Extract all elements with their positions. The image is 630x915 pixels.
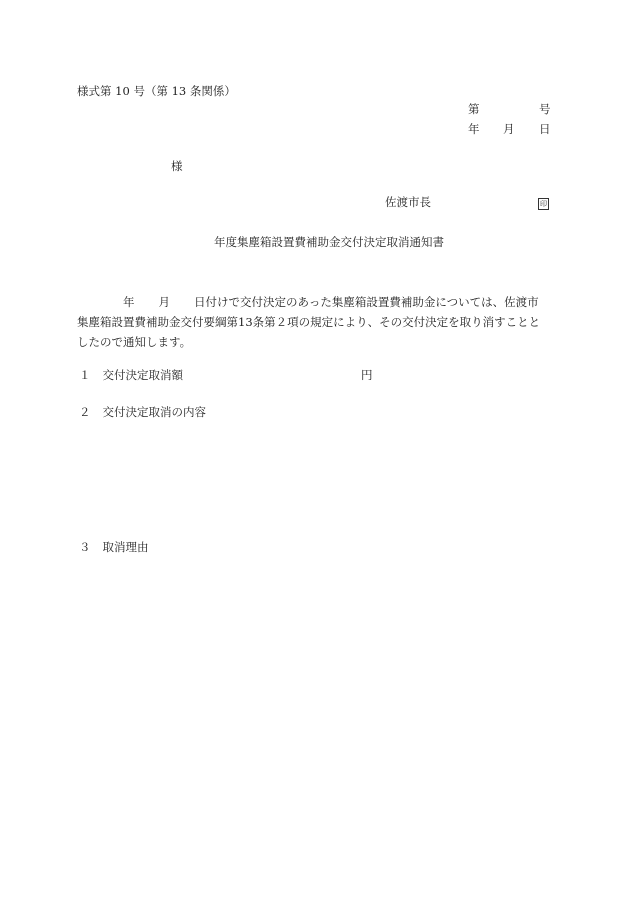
- body-line-2: 集塵箱設置費補助金交付要綱第13条第２項の規定により、その交付決定を取り消すことと: [77, 315, 541, 329]
- body-year: 年: [123, 295, 135, 309]
- addressee-sama: 様: [171, 159, 183, 173]
- item-1-label: 交付決定取消額: [102, 368, 183, 382]
- body-line-1: [77, 292, 557, 312]
- date-month: 月: [503, 122, 515, 136]
- item-2-number: ２: [79, 405, 91, 419]
- form-label: 様式第 10 号（第 13 条関係）: [77, 84, 236, 98]
- item-3: [79, 542, 149, 554]
- body-line-3: したので通知します。: [77, 335, 192, 349]
- seal-mark: [538, 197, 549, 210]
- item-2: [79, 407, 206, 419]
- item-3-number: ３: [79, 540, 91, 554]
- body-month: 月: [158, 295, 170, 309]
- document-title: 年度集塵箱設置費補助金交付決定取消通知書: [214, 235, 444, 249]
- body-paragraph: [77, 292, 557, 352]
- item-1: [79, 370, 183, 382]
- item-2-label: 交付決定取消の内容: [102, 405, 206, 419]
- body-line-1-rest: 日付けで交付決定のあった集塵箱設置費補助金については、佐渡市: [194, 295, 539, 309]
- seal-icon: 印: [540, 200, 547, 208]
- date-year: 年: [468, 122, 480, 136]
- item-3-label: 取消理由: [102, 540, 149, 554]
- doc-number-go: 号: [539, 102, 551, 116]
- doc-number-dai: 第: [468, 102, 480, 116]
- item-1-number: １: [79, 368, 91, 382]
- sender-name: 佐渡市長: [385, 195, 431, 209]
- item-1-unit: 円: [361, 368, 373, 382]
- date-day: 日: [539, 122, 551, 136]
